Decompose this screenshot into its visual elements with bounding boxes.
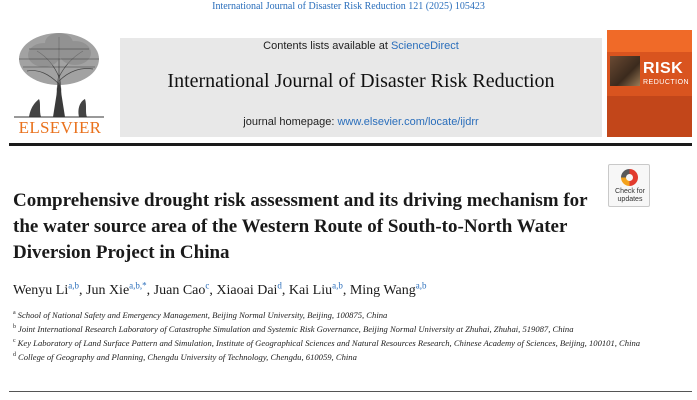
affiliation-key: a: [13, 310, 16, 317]
affiliation-item: [13, 309, 683, 321]
affiliation-item: [13, 323, 683, 335]
journal-homepage-link[interactable]: www.elsevier.com/locate/ijdrr: [337, 116, 479, 128]
contents-prefix: Contents lists available at: [263, 40, 391, 52]
header-divider: [9, 143, 692, 146]
author-affil-sup[interactable]: a,b: [332, 280, 343, 291]
author-affil-sup[interactable]: a,b: [68, 280, 79, 291]
affiliation-key: c: [13, 338, 16, 345]
elsevier-tree-icon: [9, 29, 109, 119]
check-updates-line1: Check for: [615, 188, 645, 195]
cover-bottom-band: [607, 96, 692, 137]
sciencedirect-link[interactable]: ScienceDirect: [390, 40, 459, 52]
affiliation-key: d: [13, 352, 16, 359]
author-list: Wenyu Li$^{a,b}$, Jun Xie$^{a,b,*}$, Juan Cao$^c$, Xiaoai Dai$^d$, Kai Liu$^{a,b}$, Ming Wang$^{a,b}$: [13, 280, 427, 298]
affiliation-text: College of Geography and Planning, Chengdu University of Technology, Chengdu, 610059, China: [18, 352, 357, 362]
homepage-prefix: journal homepage:: [243, 116, 338, 128]
section-divider: [9, 391, 692, 392]
affiliation-item: [13, 337, 683, 349]
affiliation-text: Key Laboratory of Land Surface Pattern and Simulation, Institute of Geographical Sciences and Natural Resources Research, Chinese Academy of Sciences, Beijing, 100101, China: [17, 338, 641, 348]
article-title: Comprehensive drought risk assessment and its driving mechanism for the water source area of the Western Route of South-to-North Water Diversion Project in China: [13, 190, 588, 263]
author[interactable]: Ming Wang$^{a,b}$: [349, 280, 427, 298]
elsevier-logo[interactable]: [9, 29, 109, 137]
affiliation-item: [13, 351, 683, 363]
affiliation-text: School of National Safety and Emergency Management, Beijing Normal University, Beijing, 100875, China: [17, 310, 388, 320]
author[interactable]: Kai Liu$^{a,b}$: [288, 280, 343, 298]
author[interactable]: Juan Cao$^c$: [153, 280, 210, 298]
author[interactable]: Xiaoai Dai$^d$: [216, 280, 282, 298]
elsevier-wordmark: ELSEVIER: [18, 118, 102, 137]
check-updates-line2: updates: [617, 196, 643, 203]
author[interactable]: Wenyu Li$^{a,b}$: [13, 280, 79, 298]
journal-header: [9, 29, 692, 141]
affiliation-key: b: [13, 324, 16, 331]
cover-risk-text: RISK: [643, 60, 684, 77]
affiliation-list: [13, 309, 683, 365]
cover-photo: [610, 56, 640, 86]
journal-homepage-line: [120, 116, 602, 128]
author-affil-sup[interactable]: a,b: [415, 280, 427, 291]
check-updates-icon: [621, 169, 638, 186]
author-affil-sup[interactable]: a,b,*: [129, 280, 147, 291]
cover-top-band: [607, 30, 692, 52]
journal-citation-link[interactable]: International Journal of Disaster Risk Reduction 121 (2025) 105423: [212, 1, 485, 12]
journal-title[interactable]: International Journal of Disaster Risk Reduction: [167, 70, 555, 92]
affiliation-text: Joint International Research Laboratory of Catastrophe Simulation and Systemic Risk Governance, Beijing Normal University at Zhuhai, Zhuhai, 519087, China: [18, 324, 574, 334]
check-for-updates-button[interactable]: [608, 164, 650, 207]
journal-info-box: [120, 38, 602, 137]
author[interactable]: Jun Xie$^{a,b,*}$: [86, 280, 147, 298]
journal-cover-image[interactable]: [607, 30, 692, 137]
author-affil-sup[interactable]: c: [205, 280, 210, 291]
check-updates-label: [609, 188, 651, 204]
contents-available-line: [120, 40, 602, 52]
cover-reduction-text: REDUCTION: [643, 79, 690, 86]
author-affil-sup[interactable]: d: [277, 280, 282, 291]
